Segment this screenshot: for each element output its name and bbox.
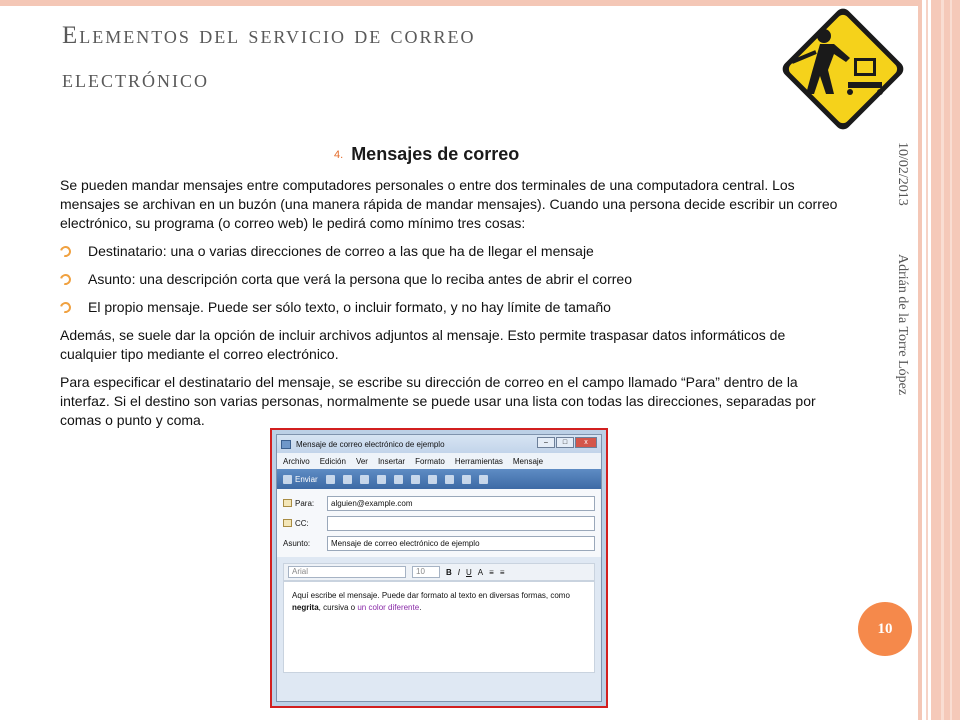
send-icon	[283, 475, 292, 484]
slide-title	[62, 14, 762, 102]
to-label[interactable]	[283, 499, 327, 508]
side-stripe	[950, 0, 952, 720]
minimize-button[interactable]: –	[537, 437, 555, 448]
priority-icon[interactable]	[445, 475, 454, 484]
section-number: 4.	[334, 149, 344, 161]
paste-icon[interactable]	[360, 475, 369, 484]
message-body[interactable]	[283, 581, 595, 673]
recipient-paragraph: Para especificar el destinatario del mensaje, se escribe su dirección de correo en el campo llamado “Para” dentro de la interfaz. Si el destino son varias personas, normalmente se puede usar una lista con todas las direcciones, separadas por comas o punto y coma.	[60, 374, 816, 428]
side-stripe	[926, 0, 928, 720]
section-heading-text: Mensajes de correo	[351, 144, 520, 164]
slide-author: Adrián de la Torre López	[895, 254, 910, 396]
side-stripe	[941, 0, 944, 720]
slide-title-line2: electrónico	[62, 66, 209, 93]
underline-button[interactable]: U	[466, 567, 472, 577]
attachments-paragraph: Además, se suele dar la opción de incluir archivos adjuntos al mensaje. Esto permite traspasar datos informáticos de cualquier tipo mediante el correo electrónico.	[60, 327, 786, 362]
bullet-list	[60, 242, 840, 317]
sign-icon[interactable]	[462, 475, 471, 484]
mail-icon	[281, 440, 291, 449]
body-bold-text: negrita	[292, 603, 319, 612]
send-button[interactable]	[283, 475, 318, 484]
bold-button[interactable]: B	[446, 567, 452, 577]
window-titlebar	[277, 435, 601, 453]
font-color-icon[interactable]: A	[477, 567, 484, 577]
spelling-icon[interactable]	[411, 475, 420, 484]
numbered-list-icon[interactable]: ≡	[489, 567, 494, 577]
header-fields	[277, 489, 601, 557]
body-text: Aquí escribe el mensaje. Puede dar formato al texto en diversas formas, como	[292, 591, 570, 600]
list-item	[60, 298, 840, 317]
bullet-icon	[58, 300, 73, 315]
italic-button[interactable]: I	[457, 567, 461, 577]
font-select[interactable]: Arial	[288, 566, 406, 578]
section-heading	[334, 144, 519, 165]
menu-insertar[interactable]: Insertar	[377, 456, 406, 466]
attach-icon[interactable]	[428, 475, 437, 484]
bullet-icon	[58, 244, 73, 259]
intro-paragraph: Se pueden mandar mensajes entre computadores personales o entre dos terminales de una computadora central. Los mensajes se archivan en un buzón (una manera rápida de mandar mensajes). Cuando una persona decide escribir un correo electrónico, su programa (o correo web) le pedirá como mínimo tres cosas:	[60, 177, 838, 231]
bullet-list-icon[interactable]: ≡	[499, 567, 505, 577]
subject-row	[283, 533, 595, 553]
body-colored-text: un color diferente	[357, 603, 420, 612]
cc-field[interactable]	[327, 516, 595, 531]
to-row	[283, 493, 595, 513]
body-text: , cursiva o	[318, 603, 358, 612]
to-label-text: Para:	[295, 498, 315, 508]
close-button[interactable]: x	[575, 437, 597, 448]
cc-label[interactable]	[283, 519, 327, 528]
bullet-text: El propio mensaje. Puede ser sólo texto, o incluir formato, y no hay límite de tamaño	[88, 299, 611, 315]
encrypt-icon[interactable]	[479, 475, 488, 484]
cc-label-text: CC:	[295, 518, 309, 528]
menu-ver[interactable]: Ver	[355, 456, 368, 466]
construction-sign-icon	[776, 2, 910, 136]
subject-label: Asunto:	[283, 538, 311, 548]
slide-date: 10/02/2013	[895, 142, 910, 206]
list-item	[60, 242, 840, 261]
email-window	[276, 434, 602, 702]
address-book-icon	[283, 499, 292, 507]
menu-bar	[277, 453, 601, 469]
menu-formato[interactable]: Formato	[415, 456, 445, 466]
copy-icon[interactable]	[343, 475, 352, 484]
toolbar	[277, 469, 601, 489]
window-title: Mensaje de correo electrónico de ejemplo	[296, 439, 445, 449]
menu-mensaje[interactable]: Mensaje	[512, 456, 544, 466]
bullet-icon	[58, 272, 73, 287]
menu-edicion[interactable]: Edición	[319, 456, 346, 466]
cc-row	[283, 513, 595, 533]
maximize-button[interactable]: □	[556, 437, 574, 448]
subject-field[interactable]: Mensaje de correo electrónico de ejemplo	[327, 536, 595, 551]
window-controls	[537, 437, 597, 448]
side-stripe	[918, 0, 922, 720]
slide-title-line1: Elementos del servicio de correo	[62, 22, 476, 49]
list-item	[60, 270, 840, 289]
menu-archivo[interactable]: Archivo	[283, 456, 310, 466]
address-book-icon	[283, 519, 292, 527]
font-size-select[interactable]: 10	[412, 566, 440, 578]
cut-icon[interactable]	[326, 475, 335, 484]
side-stripe	[931, 0, 960, 720]
email-screenshot	[270, 428, 608, 708]
menu-herramientas[interactable]: Herramientas	[454, 456, 503, 466]
send-label: Enviar	[295, 474, 318, 484]
check-names-icon[interactable]	[394, 475, 403, 484]
slide-body	[60, 176, 840, 439]
page-number: 10	[858, 602, 912, 656]
format-toolbar	[283, 563, 595, 581]
undo-icon[interactable]	[377, 475, 386, 484]
bullet-text: Destinatario: una o varias direcciones de correo a las que ha de llegar el mensaje	[88, 243, 594, 259]
bullet-text: Asunto: una descripción corta que verá la persona que lo reciba antes de abrir el correo	[88, 271, 632, 287]
body-text: .	[419, 603, 422, 612]
to-field[interactable]: alguien@example.com	[327, 496, 595, 511]
